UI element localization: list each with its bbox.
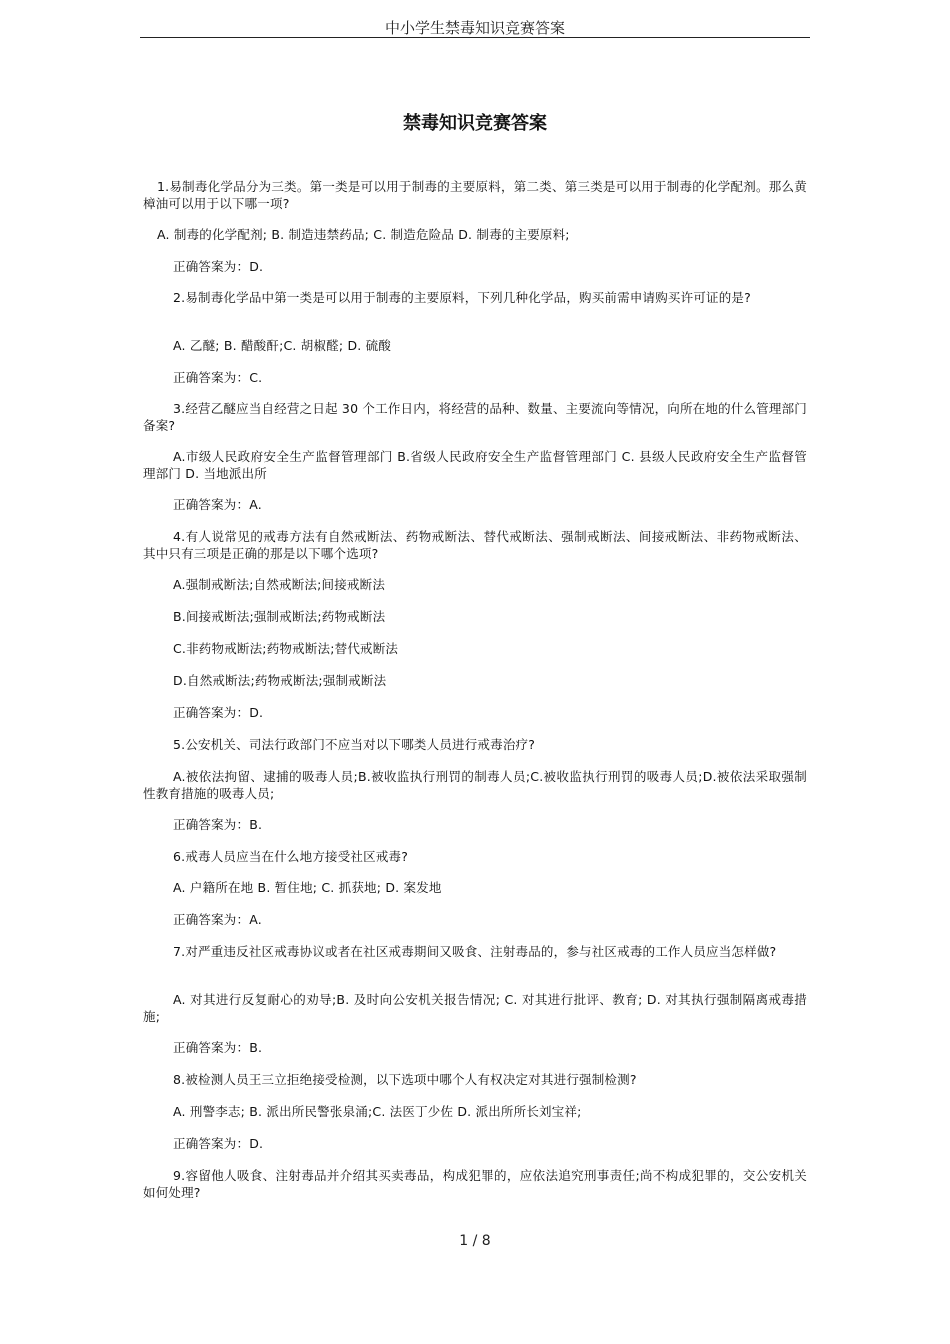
- question-8: 8.被检测人员王三立拒绝接受检测，以下选项中哪个人有权决定对其进行强制检测?: [173, 1072, 637, 1087]
- answer-5: 正确答案为：B.: [173, 817, 263, 832]
- option-4a: A.强制戒断法;自然戒断法;间接戒断法: [173, 577, 386, 592]
- options-5: A.被依法拘留、逮捕的吸毒人员;B.被收监执行刑罚的制毒人员;C.被收监执行刑罚的吸毒人员;D.被依法采取强制性教育措施的吸毒人员;: [143, 769, 807, 801]
- options-7: A. 对其进行反复耐心的劝导;B. 及时向公安机关报告情况; C. 对其进行批评、教育; D. 对其执行强制隔离戒毒措施;: [143, 992, 807, 1024]
- answer-3: 正确答案为：A.: [173, 497, 262, 512]
- option-4b: B.间接戒断法;强制戒断法;药物戒断法: [173, 609, 386, 624]
- question-9: 9.容留他人吸食、注射毒品并介绍其买卖毒品，构成犯罪的，应依法追究刑事责任;尚不构成犯罪的，交公安机关如何处理?: [143, 1168, 807, 1200]
- options-2: A. 乙醚; B. 醋酸酐;C. 胡椒醛; D. 硫酸: [173, 338, 392, 353]
- options-6: A. 户籍所在地 B. 暂住地; C. 抓获地; D. 案发地: [173, 880, 442, 895]
- options-3: A.市级人民政府安全生产监督管理部门 B.省级人民政府安全生产监督管理部门 C. 县级人民政府安全生产监督管理部门 D. 当地派出所: [143, 449, 807, 481]
- answer-2: 正确答案为：C.: [173, 370, 263, 385]
- question-3: 3.经营乙醚应当自经营之日起 30 个工作日内，将经营的品种、数量、主要流向等情况，向所在地的什么管理部门备案?: [143, 401, 807, 433]
- option-4d: D.自然戒断法;药物戒断法;强制戒断法: [173, 673, 387, 688]
- running-header: 中小学生禁毒知识竞赛答案: [384, 19, 565, 37]
- options-1: A. 制毒的化学配剂; B. 制造违禁药品; C. 制造危险品 D. 制毒的主要原料;: [157, 227, 570, 242]
- answer-1: 正确答案为：D.: [173, 259, 264, 274]
- document-title: 禁毒知识竞赛答案: [403, 113, 547, 134]
- question-5: 5.公安机关、司法行政部门不应当对以下哪类人员进行戒毒治疗?: [173, 737, 536, 752]
- answer-8: 正确答案为：D.: [173, 1136, 264, 1151]
- header-divider: [140, 37, 810, 38]
- question-6: 6.戒毒人员应当在什么地方接受社区戒毒?: [173, 849, 409, 864]
- options-8: A. 刑警李志; B. 派出所民警张泉涌;C. 法医丁少佐 D. 派出所所长刘宝祥;: [173, 1104, 582, 1119]
- option-4c: C.非药物戒断法;药物戒断法;替代戒断法: [173, 641, 399, 656]
- question-2: 2.易制毒化学品中第一类是可以用于制毒的主要原料，下列几种化学品，购买前需申请购买许可证的是?: [173, 290, 751, 305]
- answer-7: 正确答案为：B.: [173, 1040, 263, 1055]
- answer-6: 正确答案为：A.: [173, 912, 262, 927]
- answer-4: 正确答案为：D.: [173, 705, 264, 720]
- question-4: 4.有人说常见的戒毒方法有自然戒断法、药物戒断法、替代戒断法、强制戒断法、间接戒断法、非药物戒断法、其中只有三项是正确的那是以下哪个选项?: [143, 529, 807, 561]
- question-7: 7.对严重违反社区戒毒协议或者在社区戒毒期间又吸食、注射毒品的，参与社区戒毒的工作人员应当怎样做?: [173, 944, 777, 959]
- question-1: 1.易制毒化学品分为三类。第一类是可以用于制毒的主要原料，第二类、第三类是可以用于制毒的化学配剂。那么黄樟油可以用于以下哪一项?: [143, 179, 807, 211]
- page-number: 1 / 8: [459, 1233, 491, 1249]
